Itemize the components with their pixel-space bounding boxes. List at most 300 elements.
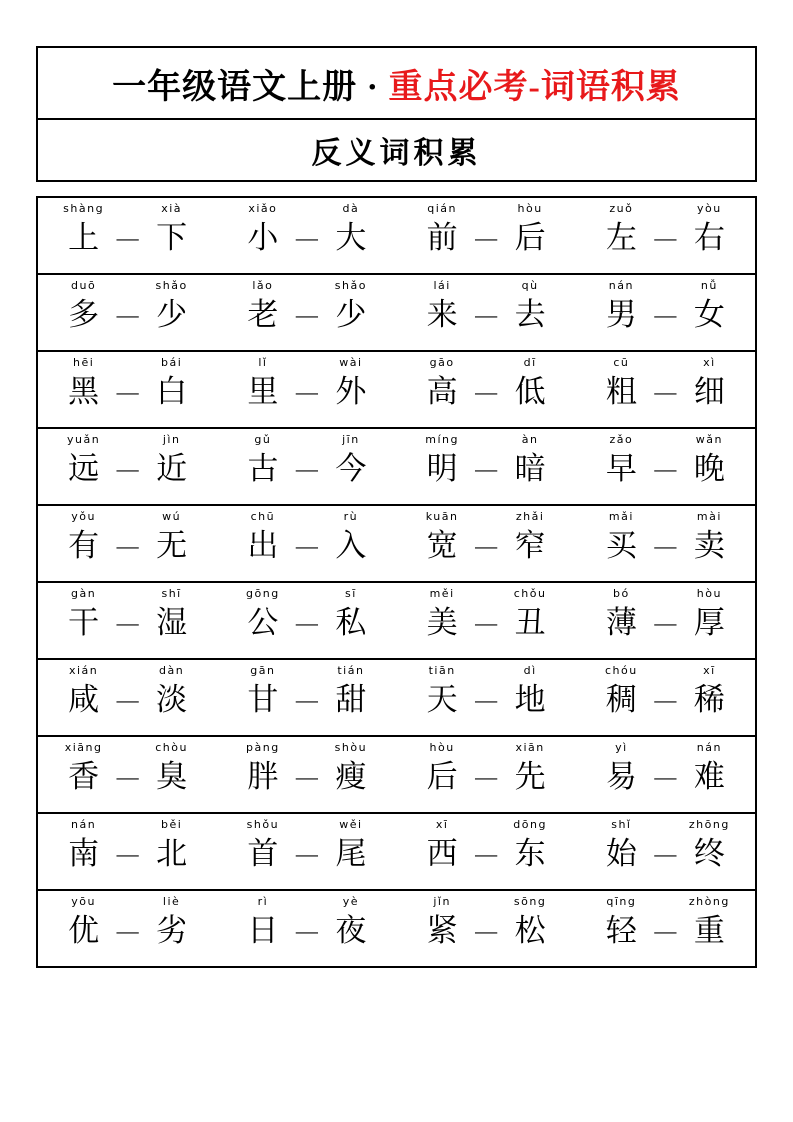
- table-row: [38, 352, 755, 429]
- word-right: [499, 664, 561, 720]
- antonym-pair-cell: [576, 814, 755, 889]
- word-left: [53, 356, 115, 412]
- antonym-pair: [38, 818, 217, 889]
- word-right: [141, 664, 203, 720]
- pinyin-right: dōng: [513, 818, 547, 831]
- pair-dash: —: [295, 379, 318, 404]
- hanzi-right: 稀: [693, 682, 725, 717]
- hanzi-left: 多: [68, 297, 100, 332]
- pair-dash: —: [475, 456, 498, 481]
- antonym-pair: [217, 895, 396, 966]
- word-left: [53, 895, 115, 951]
- pinyin-left: rì: [257, 895, 269, 908]
- pair-dash: —: [116, 456, 139, 481]
- antonym-table: [36, 196, 757, 968]
- word-left: [411, 895, 473, 951]
- hanzi-right: 北: [156, 836, 188, 871]
- antonym-pair-cell: [397, 429, 576, 504]
- pinyin-left: gāo: [429, 356, 455, 369]
- antonym-pair: [38, 510, 217, 581]
- pinyin-right: wài: [339, 356, 363, 369]
- word-left: [411, 664, 473, 720]
- pinyin-left: cū: [613, 356, 630, 369]
- antonym-pair: [397, 202, 576, 273]
- hanzi-left: 紧: [426, 913, 458, 948]
- word-right: [499, 202, 561, 258]
- hanzi-right: 夜: [335, 913, 367, 948]
- pinyin-left: nán: [608, 279, 634, 292]
- hanzi-right: 先: [514, 759, 546, 794]
- word-right: [320, 433, 382, 489]
- hanzi-left: 稠: [605, 682, 637, 717]
- pinyin-right: bái: [160, 356, 183, 369]
- antonym-pair-cell: [217, 198, 396, 273]
- pinyin-left: yǒu: [71, 510, 96, 523]
- pair-dash: —: [654, 687, 677, 712]
- hanzi-left: 小: [247, 220, 279, 255]
- word-left: [232, 818, 294, 874]
- pinyin-left: hòu: [429, 741, 455, 754]
- word-left: [590, 279, 652, 335]
- antonym-pair: [576, 818, 755, 889]
- pinyin-left: gān: [250, 664, 276, 677]
- antonym-pair-cell: [576, 429, 755, 504]
- antonym-pair: [397, 279, 576, 350]
- antonym-pair-cell: [397, 660, 576, 735]
- pair-dash: —: [116, 610, 139, 635]
- pinyin-left: nán: [71, 818, 97, 831]
- pinyin-left: lǐ: [258, 356, 268, 369]
- antonym-pair: [576, 664, 755, 735]
- pair-dash: —: [116, 225, 139, 250]
- antonym-pair: [38, 587, 217, 658]
- word-left: [53, 510, 115, 566]
- word-right: [141, 587, 203, 643]
- pinyin-left: shǐ: [611, 818, 632, 831]
- antonym-pair-cell: [576, 506, 755, 581]
- table-row: [38, 583, 755, 660]
- word-left: [53, 202, 115, 258]
- antonym-pair: [397, 895, 576, 966]
- word-right: [320, 356, 382, 412]
- hanzi-left: 宽: [426, 528, 458, 563]
- antonym-pair: [38, 356, 217, 427]
- hanzi-left: 优: [68, 913, 100, 948]
- hanzi-left: 里: [247, 374, 279, 409]
- hanzi-right: 劣: [156, 913, 188, 948]
- antonym-pair-cell: [217, 506, 396, 581]
- pinyin-left: chū: [250, 510, 276, 523]
- antonym-pair: [217, 510, 396, 581]
- pair-dash: —: [654, 918, 677, 943]
- title-separator: ·: [357, 68, 389, 106]
- hanzi-left: 黑: [68, 374, 100, 409]
- hanzi-right: 丑: [514, 605, 546, 640]
- word-right: [141, 895, 203, 951]
- antonym-pair: [397, 664, 576, 735]
- pair-dash: —: [475, 918, 498, 943]
- antonym-pair-cell: [38, 737, 217, 812]
- antonym-pair-cell: [217, 891, 396, 966]
- antonym-pair-cell: [38, 198, 217, 273]
- word-left: [411, 279, 473, 335]
- hanzi-left: 出: [247, 528, 279, 563]
- hanzi-right: 今: [335, 451, 367, 486]
- word-right: [678, 818, 740, 874]
- pinyin-left: lái: [433, 279, 451, 292]
- word-right: [141, 433, 203, 489]
- antonym-pair-cell: [397, 583, 576, 658]
- antonym-pair-cell: [38, 506, 217, 581]
- hanzi-left: 早: [605, 451, 637, 486]
- word-right: [678, 510, 740, 566]
- antonym-pair: [576, 510, 755, 581]
- hanzi-left: 始: [605, 836, 637, 871]
- hanzi-left: 上: [68, 220, 100, 255]
- antonym-pair-cell: [397, 275, 576, 350]
- pinyin-left: jǐn: [433, 895, 451, 908]
- word-left: [53, 279, 115, 335]
- word-right: [141, 279, 203, 335]
- word-right: [320, 741, 382, 797]
- antonym-pair-cell: [397, 198, 576, 273]
- hanzi-right: 晚: [693, 451, 725, 486]
- hanzi-right: 少: [335, 297, 367, 332]
- pinyin-left: shàng: [63, 202, 105, 215]
- table-row: [38, 198, 755, 275]
- pinyin-right: shī: [161, 587, 182, 600]
- pair-dash: —: [295, 456, 318, 481]
- pair-dash: —: [654, 456, 677, 481]
- pinyin-left: hēi: [72, 356, 95, 369]
- table-row: [38, 275, 755, 352]
- hanzi-left: 后: [426, 759, 458, 794]
- word-right: [499, 510, 561, 566]
- word-right: [499, 818, 561, 874]
- word-right: [320, 510, 382, 566]
- antonym-pair-cell: [397, 814, 576, 889]
- antonym-pair-cell: [576, 891, 755, 966]
- pinyin-left: zǎo: [609, 433, 634, 446]
- word-left: [53, 664, 115, 720]
- antonym-pair-cell: [576, 583, 755, 658]
- antonym-pair-cell: [217, 660, 396, 735]
- hanzi-right: 无: [156, 528, 188, 563]
- antonym-pair: [397, 741, 576, 812]
- hanzi-left: 男: [605, 297, 637, 332]
- word-left: [411, 202, 473, 258]
- pair-dash: —: [116, 379, 139, 404]
- pair-dash: —: [295, 302, 318, 327]
- antonym-pair: [38, 279, 217, 350]
- pinyin-right: jìn: [162, 433, 181, 446]
- hanzi-right: 白: [156, 374, 188, 409]
- word-left: [590, 433, 652, 489]
- pinyin-right: zhōng: [688, 818, 730, 831]
- pinyin-right: wěi: [339, 818, 363, 831]
- antonym-pair: [576, 202, 755, 273]
- antonym-pair-cell: [576, 198, 755, 273]
- title-highlight: 重点必考-词语积累: [388, 68, 681, 106]
- pinyin-left: qián: [427, 202, 457, 215]
- hanzi-left: 咸: [68, 682, 100, 717]
- pair-dash: —: [116, 764, 139, 789]
- word-right: [499, 895, 561, 951]
- antonym-pair-cell: [217, 429, 396, 504]
- word-left: [411, 587, 473, 643]
- word-right: [678, 587, 740, 643]
- word-left: [232, 587, 294, 643]
- pair-dash: —: [654, 225, 677, 250]
- pair-dash: —: [475, 610, 498, 635]
- antonym-pair-cell: [38, 891, 217, 966]
- hanzi-left: 首: [247, 836, 279, 871]
- title-subject: 一年级语文上册: [112, 68, 358, 106]
- antonym-pair: [217, 587, 396, 658]
- antonym-pair: [217, 356, 396, 427]
- word-right: [499, 587, 561, 643]
- title-banner: [36, 46, 757, 120]
- word-left: [411, 741, 473, 797]
- pinyin-right: shǎo: [334, 279, 367, 292]
- pinyin-left: yōu: [71, 895, 96, 908]
- antonym-pair: [38, 741, 217, 812]
- antonym-pair-cell: [217, 275, 396, 350]
- antonym-pair: [38, 433, 217, 504]
- pinyin-left: míng: [425, 433, 459, 446]
- hanzi-right: 厚: [693, 605, 725, 640]
- word-left: [590, 664, 652, 720]
- antonym-pair: [576, 587, 755, 658]
- pinyin-left: zuǒ: [609, 202, 634, 215]
- table-row: [38, 429, 755, 506]
- pinyin-left: yuǎn: [67, 433, 101, 446]
- antonym-pair: [217, 741, 396, 812]
- pinyin-right: sōng: [513, 895, 547, 908]
- word-left: [590, 895, 652, 951]
- pair-dash: —: [116, 302, 139, 327]
- antonym-pair: [38, 664, 217, 735]
- pinyin-right: shòu: [334, 741, 368, 754]
- hanzi-left: 易: [605, 759, 637, 794]
- pair-dash: —: [116, 841, 139, 866]
- pinyin-right: liè: [162, 895, 181, 908]
- pinyin-right: xī: [703, 664, 716, 677]
- hanzi-left: 西: [426, 836, 458, 871]
- pinyin-left: qīng: [606, 895, 637, 908]
- word-right: [141, 202, 203, 258]
- hanzi-right: 臭: [156, 759, 188, 794]
- pinyin-left: tiān: [428, 664, 456, 677]
- word-right: [499, 741, 561, 797]
- word-left: [590, 587, 652, 643]
- hanzi-right: 终: [693, 836, 725, 871]
- pinyin-left: pàng: [246, 741, 280, 754]
- table-row: [38, 814, 755, 891]
- hanzi-left: 轻: [605, 913, 637, 948]
- hanzi-left: 日: [247, 913, 279, 948]
- word-left: [590, 741, 652, 797]
- pinyin-right: zhǎi: [515, 510, 545, 523]
- pinyin-left: mǎi: [608, 510, 634, 523]
- pinyin-right: dàn: [159, 664, 185, 677]
- word-left: [590, 202, 652, 258]
- word-right: [141, 818, 203, 874]
- hanzi-left: 甘: [247, 682, 279, 717]
- pinyin-right: yòu: [697, 202, 722, 215]
- pair-dash: —: [654, 533, 677, 558]
- word-right: [678, 895, 740, 951]
- pinyin-left: gǔ: [254, 433, 272, 446]
- antonym-pair-cell: [38, 814, 217, 889]
- hanzi-left: 粗: [605, 374, 637, 409]
- antonym-pair-cell: [397, 737, 576, 812]
- hanzi-left: 古: [247, 451, 279, 486]
- hanzi-right: 重: [693, 913, 725, 948]
- hanzi-left: 天: [426, 682, 458, 717]
- pair-dash: —: [295, 225, 318, 250]
- antonym-pair: [397, 510, 576, 581]
- hanzi-left: 前: [426, 220, 458, 255]
- word-left: [232, 433, 294, 489]
- pair-dash: —: [654, 841, 677, 866]
- antonym-pair: [397, 818, 576, 889]
- word-right: [678, 741, 740, 797]
- hanzi-right: 低: [514, 374, 546, 409]
- pair-dash: —: [475, 379, 498, 404]
- antonym-pair: [217, 664, 396, 735]
- hanzi-right: 瘦: [335, 759, 367, 794]
- pair-dash: —: [295, 841, 318, 866]
- hanzi-left: 南: [68, 836, 100, 871]
- pair-dash: —: [116, 918, 139, 943]
- pair-dash: —: [295, 918, 318, 943]
- word-right: [141, 356, 203, 412]
- antonym-pair: [576, 741, 755, 812]
- pinyin-right: dà: [342, 202, 360, 215]
- pinyin-right: xiān: [515, 741, 545, 754]
- word-right: [320, 279, 382, 335]
- hanzi-left: 美: [426, 605, 458, 640]
- table-row: [38, 891, 755, 968]
- word-right: [678, 279, 740, 335]
- word-left: [232, 356, 294, 412]
- word-right: [678, 202, 740, 258]
- pair-dash: —: [116, 687, 139, 712]
- antonym-pair: [397, 356, 576, 427]
- word-right: [141, 741, 203, 797]
- pinyin-right: hòu: [517, 202, 543, 215]
- hanzi-left: 香: [68, 759, 100, 794]
- antonym-pair-cell: [397, 891, 576, 966]
- antonym-pair-cell: [38, 583, 217, 658]
- hanzi-right: 暗: [514, 451, 546, 486]
- pinyin-right: yè: [342, 895, 360, 908]
- antonym-pair-cell: [576, 275, 755, 350]
- pinyin-left: kuān: [425, 510, 459, 523]
- pair-dash: —: [475, 764, 498, 789]
- antonym-pair: [38, 895, 217, 966]
- antonym-pair: [397, 433, 576, 504]
- word-right: [141, 510, 203, 566]
- hanzi-right: 右: [693, 220, 725, 255]
- antonym-pair: [38, 202, 217, 273]
- hanzi-left: 薄: [605, 605, 637, 640]
- pinyin-left: xiāng: [64, 741, 103, 754]
- hanzi-right: 大: [335, 220, 367, 255]
- antonym-pair-cell: [38, 429, 217, 504]
- antonym-pair: [397, 587, 576, 658]
- pair-dash: —: [116, 533, 139, 558]
- antonym-pair-cell: [38, 352, 217, 427]
- word-right: [678, 356, 740, 412]
- hanzi-right: 窄: [514, 528, 546, 563]
- word-left: [590, 510, 652, 566]
- antonym-pair: [576, 895, 755, 966]
- word-right: [320, 202, 382, 258]
- word-left: [232, 741, 294, 797]
- antonym-pair-cell: [576, 660, 755, 735]
- pinyin-left: duō: [71, 279, 97, 292]
- hanzi-left: 左: [605, 220, 637, 255]
- hanzi-left: 老: [247, 297, 279, 332]
- antonym-pair-cell: [38, 275, 217, 350]
- pinyin-right: nán: [696, 741, 722, 754]
- pinyin-left: shǒu: [246, 818, 280, 831]
- antonym-pair-cell: [217, 737, 396, 812]
- antonym-pair-cell: [217, 814, 396, 889]
- pinyin-right: wǎn: [695, 433, 723, 446]
- antonym-pair-cell: [217, 352, 396, 427]
- word-right: [678, 433, 740, 489]
- hanzi-right: 近: [156, 451, 188, 486]
- pinyin-right: xì: [703, 356, 716, 369]
- pair-dash: —: [295, 687, 318, 712]
- pinyin-right: tián: [337, 664, 365, 677]
- pinyin-left: gōng: [246, 587, 280, 600]
- pinyin-right: mài: [696, 510, 722, 523]
- hanzi-right: 卖: [693, 528, 725, 563]
- pair-dash: —: [295, 533, 318, 558]
- pinyin-left: měi: [429, 587, 455, 600]
- hanzi-right: 私: [335, 605, 367, 640]
- word-left: [411, 510, 473, 566]
- hanzi-right: 东: [514, 836, 546, 871]
- pinyin-right: zhòng: [688, 895, 730, 908]
- word-right: [320, 895, 382, 951]
- word-left: [232, 895, 294, 951]
- word-left: [232, 510, 294, 566]
- table-row: [38, 506, 755, 583]
- word-right: [499, 279, 561, 335]
- antonym-pair-cell: [397, 352, 576, 427]
- pinyin-left: yì: [615, 741, 628, 754]
- pair-dash: —: [295, 610, 318, 635]
- hanzi-right: 外: [335, 374, 367, 409]
- word-left: [232, 279, 294, 335]
- pinyin-right: dì: [523, 664, 537, 677]
- hanzi-right: 后: [514, 220, 546, 255]
- pinyin-right: xià: [161, 202, 183, 215]
- pair-dash: —: [475, 533, 498, 558]
- pinyin-right: běi: [160, 818, 183, 831]
- hanzi-right: 尾: [335, 836, 367, 871]
- hanzi-right: 下: [156, 220, 188, 255]
- pair-dash: —: [475, 841, 498, 866]
- word-right: [499, 356, 561, 412]
- table-row: [38, 737, 755, 814]
- hanzi-right: 少: [156, 297, 188, 332]
